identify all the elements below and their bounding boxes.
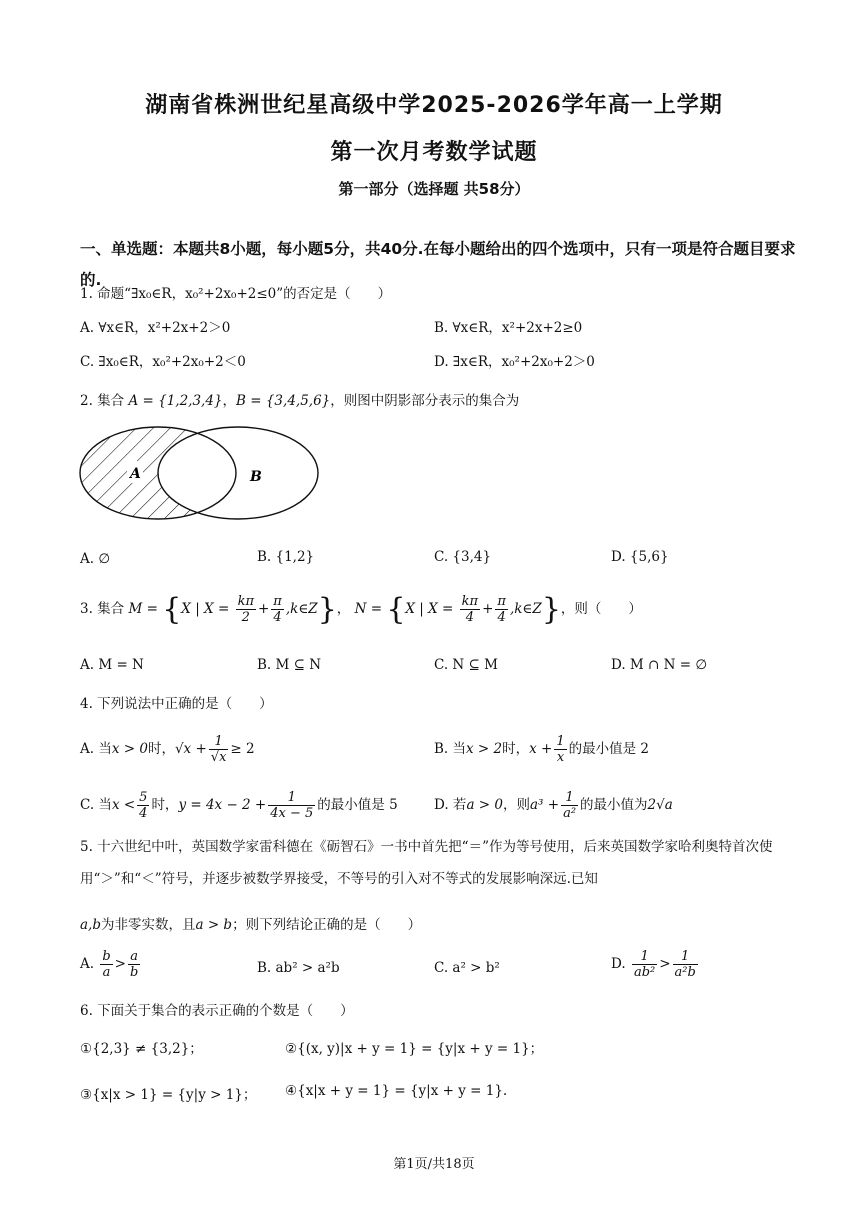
- q3-n-frac1-den: 4: [465, 610, 475, 625]
- q4-d-den: a²: [563, 806, 577, 821]
- q5-option-c: C. a² > b²: [434, 960, 500, 976]
- q1-option-b: B. ∀x∈R，x²+2x+2≥0: [434, 320, 583, 336]
- q4-a-mid: 时，: [147, 741, 175, 757]
- q2-set-b: B = {3,4,5,6}: [236, 393, 331, 409]
- q3-n-brace-close: }: [541, 592, 561, 627]
- section-heading: 一、单选题：本题共8小题，每小题5分，共40分.在每小题给出的四个选项中，只有一项是符合题目要求的.: [80, 240, 796, 289]
- q4-c-pre: C. 当: [80, 797, 112, 813]
- q5-d-frac1: [632, 949, 657, 980]
- q6-item-4: ④{x|x + y = 1} = {y|x + y = 1}.: [285, 1083, 508, 1099]
- q3-m-frac2: [271, 594, 284, 625]
- q3-n-brace-open: {: [386, 592, 406, 627]
- q3-n-frac2: [495, 594, 508, 625]
- part-heading: 第一部分（选择题 共58分）: [338, 180, 530, 198]
- q3-option-c: C. N ⊆ M: [434, 657, 498, 673]
- q4-b-expr: x +: [529, 741, 553, 757]
- q3-n-frac1: [460, 594, 480, 625]
- q5-line3: [80, 913, 421, 933]
- q6-item-3: ③{x|x > 1} = {y|y > 1}；: [80, 1087, 257, 1103]
- q4-b-pre: B. 当: [434, 741, 467, 757]
- q4-d-tail: 的最小值为: [580, 797, 648, 813]
- q5-d-den1: ab²: [633, 965, 656, 980]
- q4-c-cond: x <: [111, 797, 136, 813]
- q4-a-pre: A. 当: [80, 741, 112, 757]
- q3-n-left: N =: [354, 601, 383, 617]
- q4-c-num2: 1: [268, 790, 315, 806]
- q2-option-d: D. {5,6}: [611, 549, 669, 565]
- q3-option-d: D. M ∩ N = ∅: [611, 657, 708, 673]
- q5-cond: a > b: [195, 917, 233, 933]
- q3-n-plus: +: [482, 601, 494, 617]
- q4-d-num: 1: [561, 790, 578, 806]
- q5-a-den1: a: [102, 965, 111, 980]
- q4-c-mid: 时，: [151, 797, 179, 813]
- q2-set-a: A = {1,2,3,4}: [128, 393, 223, 409]
- q3-set-m-pre: X | X =: [181, 601, 230, 617]
- q4-d-cond: a > 0: [466, 797, 503, 813]
- q6-item-2: ②{(x, y)|x + y = 1} = {y|x + y = 1}；: [285, 1041, 544, 1057]
- q4-c-num1: 5: [139, 790, 148, 805]
- q3-m-plus: +: [257, 601, 270, 617]
- q4-option-a: [80, 734, 255, 765]
- q4-a-cond: x > 0: [111, 741, 148, 757]
- q4-c-frac2: [268, 790, 315, 821]
- q5-a-op: >: [114, 956, 126, 972]
- q3-m-frac1-den: 2: [241, 610, 250, 625]
- q1-option-a: A. ∀x∈R，x²+2x+2＞0: [80, 320, 231, 336]
- q3-set-n-pre: X | X =: [405, 601, 454, 617]
- q4-b-frac: [554, 734, 566, 765]
- venn-label-b: B: [250, 469, 262, 485]
- q5-a-num1: b: [102, 949, 111, 964]
- q3-option-b: B. M ⊆ N: [257, 657, 322, 673]
- q5-d-den2: a²b: [674, 965, 696, 980]
- q5-d-op: >: [659, 956, 671, 972]
- q5-d-num2: 1: [673, 949, 698, 965]
- q4-d-expr: a³ +: [529, 797, 560, 813]
- q4-a-num: 1: [209, 734, 229, 750]
- q4-b-num: 1: [556, 734, 565, 749]
- q2-sep: ，: [222, 393, 237, 409]
- q3-n-frac1-num: kπ: [461, 594, 479, 609]
- q4-a-expr: √x +: [174, 741, 207, 757]
- q5-a-frac1: [100, 949, 112, 980]
- q3-n-tail: ,k∈Z: [509, 601, 542, 617]
- q4-a-tail: ≥ 2: [230, 741, 255, 757]
- q3-n-frac2-num: π: [497, 594, 506, 609]
- q5-mid: 为非零实数，且: [100, 917, 196, 933]
- q5-option-b: B. ab² > a²b: [257, 960, 340, 976]
- q4-c-expr: y = 4x − 2 +: [178, 797, 267, 813]
- q3-sep: ，: [336, 601, 351, 617]
- exam-title-line1: 湖南省株洲世纪星高级中学2025-2026学年高一上学期: [145, 93, 723, 118]
- q4-b-tail: 的最小值是 2: [568, 741, 650, 757]
- q2-stem-suffix: ，则图中阴影部分表示的集合为: [330, 393, 520, 409]
- q4-option-d: [434, 790, 673, 821]
- q2-option-b: B. {1,2}: [257, 549, 315, 565]
- page-footer: 第1页/共18页: [393, 1157, 475, 1172]
- q6-stem: 6. 下面关于集合的表示正确的个数是（ ）: [80, 1003, 354, 1019]
- q5-tail: ；则下列结论正确的是（ ）: [232, 917, 422, 933]
- q3-m-frac2-num: π: [273, 594, 282, 609]
- q5-d-num1: 1: [632, 949, 657, 965]
- q3-m-frac1: [236, 594, 256, 625]
- q5-a-pre: A.: [80, 956, 95, 972]
- q1-option-d: D. ∃x∈R，x₀²+2x₀+2＞0: [434, 354, 595, 370]
- q5-option-d: [611, 949, 700, 980]
- q3-brace-close: }: [317, 592, 337, 627]
- q5-d-pre: D.: [611, 956, 626, 972]
- q4-b-den: x: [556, 750, 565, 765]
- exam-title-line2: 第一次月考数学试题: [330, 140, 538, 165]
- q2-stem: [80, 389, 519, 409]
- q5-a-num2: a: [128, 949, 140, 965]
- q3-prefix: 3. 集合: [80, 601, 125, 617]
- q4-option-b: [434, 734, 649, 765]
- q4-c-frac1: [137, 790, 149, 821]
- q5-ab: a,b: [80, 917, 101, 933]
- q4-stem: 4. 下列说法中正确的是（ ）: [80, 696, 273, 712]
- q4-d-mid: ，则: [502, 797, 530, 813]
- q3-stem: [80, 592, 642, 627]
- q2-option-a: A. ∅: [80, 551, 111, 567]
- q4-c-tail: 的最小值是 5: [317, 797, 398, 813]
- q3-n-frac2-den: 4: [497, 610, 506, 625]
- q2-option-c: C. {3,4}: [434, 549, 492, 565]
- q4-d-val: 2√a: [647, 797, 673, 813]
- q5-option-a: [80, 949, 142, 980]
- q4-c-den2: 4x − 5: [270, 806, 314, 821]
- venn-label-a: A: [130, 466, 141, 482]
- q5-d-frac2: [673, 949, 698, 980]
- q4-a-frac: [209, 734, 229, 765]
- q6-item-1: ①{2,3} ≠ {3,2}；: [80, 1041, 203, 1057]
- q4-d-frac: [561, 790, 578, 821]
- q4-c-den1: 4: [139, 806, 148, 821]
- q3-m-left: M =: [128, 601, 158, 617]
- q3-m-tail: ,k∈Z: [285, 601, 318, 617]
- q4-a-den: √x: [210, 750, 227, 765]
- q5-a-den2: b: [129, 965, 139, 980]
- q2-stem-prefix: 2. 集合: [80, 393, 125, 409]
- q3-m-frac1-num: kπ: [237, 594, 254, 609]
- q4-d-pre: D. 若: [434, 797, 467, 813]
- q4-b-cond: x > 2: [466, 741, 503, 757]
- q1-option-c: C. ∃x₀∈R，x₀²+2x₀+2＜0: [80, 354, 246, 370]
- q4-b-mid: 时，: [502, 741, 530, 757]
- q1-stem: 1. 命题“∃x₀∈R，x₀²+2x₀+2≤0”的否定是（ ）: [80, 286, 392, 302]
- q3-m-frac2-den: 4: [273, 610, 282, 625]
- q3-option-a: A. M = N: [80, 657, 144, 673]
- q5-paragraph: 5. 十六世纪中叶，英国数学家雷科德在《砺智石》一书中首先把“＝”作为等号使用，后来英国数学家哈利奥特首次使用“＞”和“＜”符号，并逐步被数学界接受，不等号的引入对不等式的发展影响深远.已知: [80, 839, 773, 887]
- q4-option-c: [80, 790, 398, 821]
- q3-brace-open: {: [162, 592, 182, 627]
- venn-diagram: [78, 418, 328, 528]
- q5-a-frac2: [128, 949, 140, 980]
- q3-suffix: ，则（ ）: [560, 601, 642, 617]
